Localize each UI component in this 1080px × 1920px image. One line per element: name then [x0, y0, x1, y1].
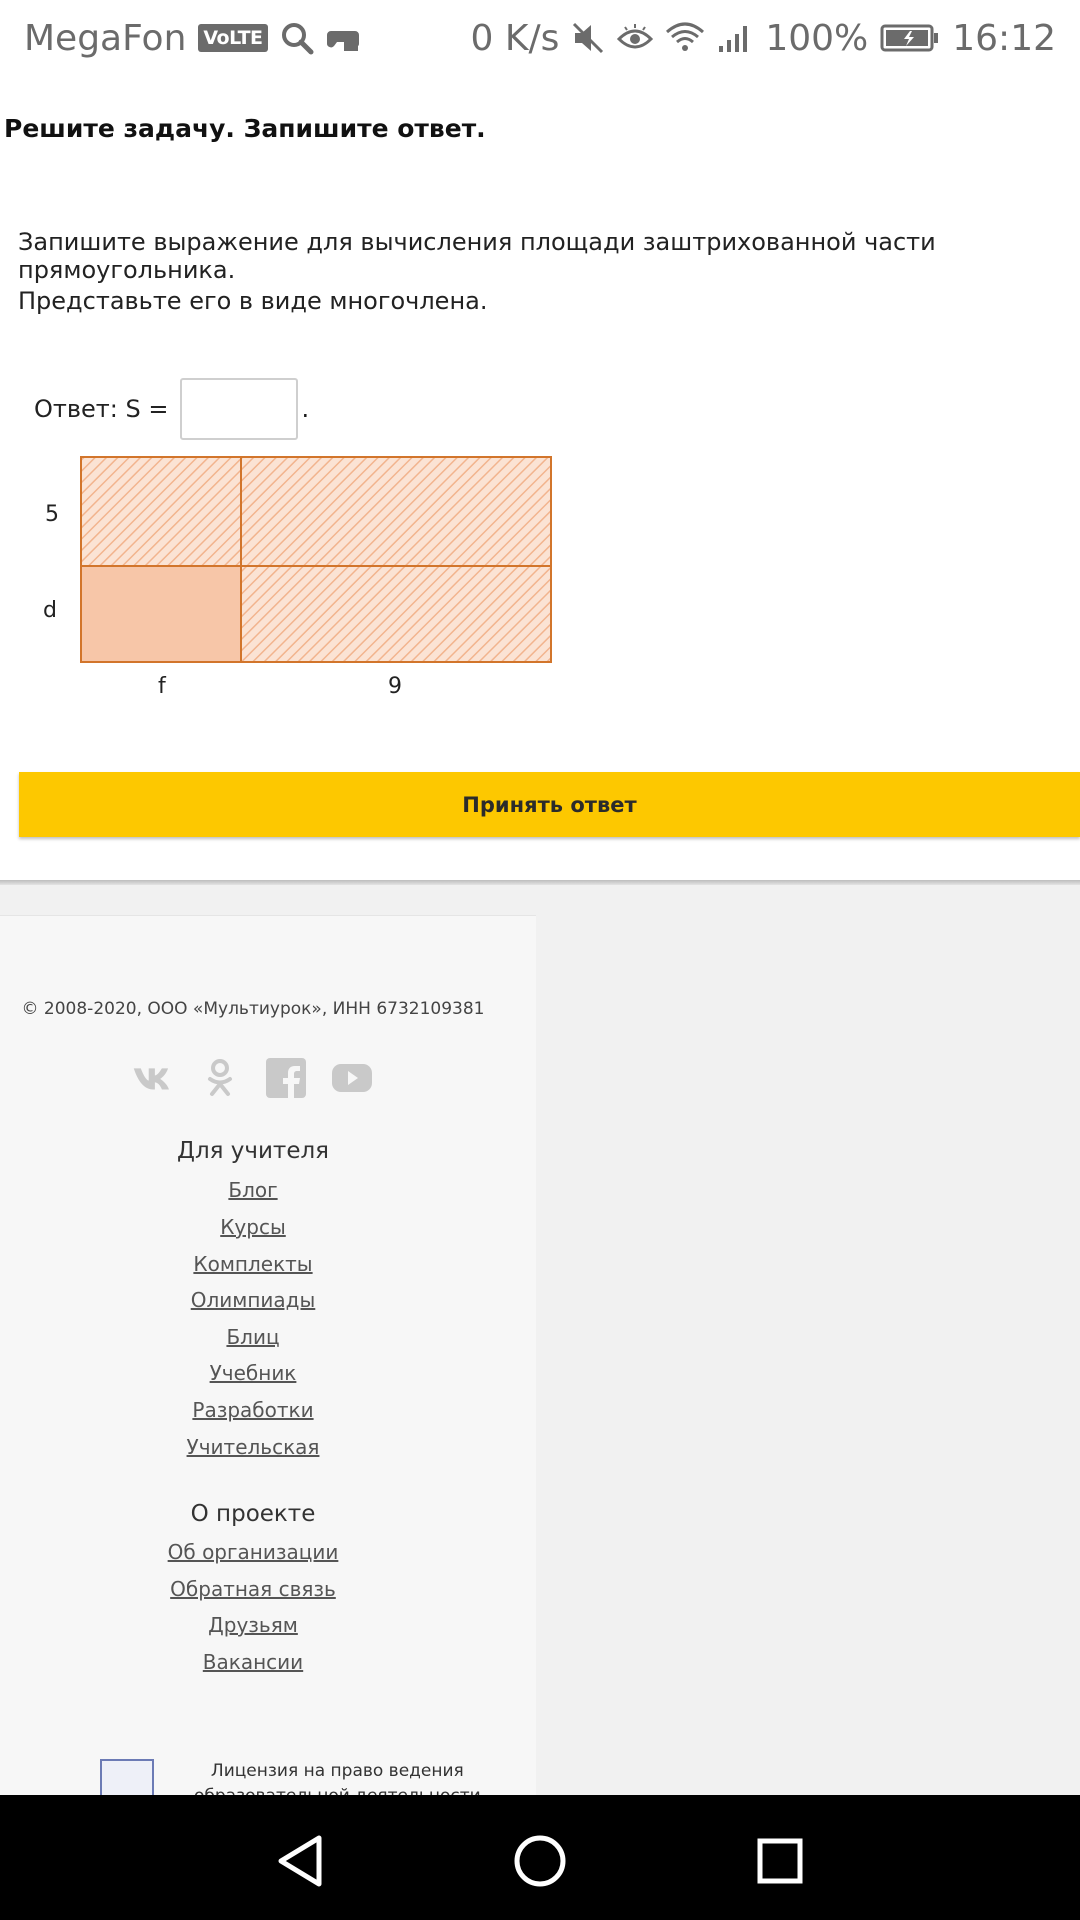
label-height-top: 5	[45, 502, 59, 527]
back-icon[interactable]	[272, 1833, 328, 1889]
clock: 16:12	[952, 17, 1056, 59]
footer-link-feedback[interactable]: Обратная связь	[170, 1577, 336, 1601]
footer-link-kits[interactable]: Комплекты	[193, 1252, 313, 1276]
footer	[0, 915, 536, 1795]
cell-bottom-right	[241, 566, 551, 662]
facebook-icon[interactable]	[264, 1056, 308, 1100]
copyright: © 2008-2020, ООО «Мультиурок», ИНН 6732109381	[21, 999, 485, 1019]
footer-link-friends[interactable]: Друзьям	[208, 1613, 298, 1637]
label-width-right: 9	[388, 674, 402, 699]
teacher-section-title: Для учителя	[176, 1138, 330, 1164]
network-speed: 0 K/s	[470, 17, 560, 59]
odnoklassniki-icon[interactable]	[198, 1056, 242, 1100]
volte-badge: VoLTE	[198, 24, 267, 52]
battery-percent: 100%	[765, 17, 869, 59]
social-links	[0, 1056, 506, 1100]
signal-icon	[717, 22, 753, 54]
footer-link-about[interactable]: Об организации	[167, 1540, 339, 1564]
task-prompt-line-1: Запишите выражение для вычисления площади заштрихованной части прямоугольника.	[18, 228, 936, 284]
submit-answer-button[interactable]: Принять ответ	[19, 772, 1080, 837]
home-icon[interactable]	[512, 1833, 568, 1889]
status-bar	[0, 0, 1080, 76]
answer-input[interactable]	[180, 378, 298, 440]
youtube-icon[interactable]	[330, 1056, 374, 1100]
battery-charging-icon	[880, 23, 940, 53]
footer-link-textbook[interactable]: Учебник	[209, 1361, 297, 1385]
label-height-bottom: d	[43, 598, 57, 623]
carrier-name: MegaFon	[24, 17, 187, 59]
vk-icon[interactable]	[132, 1056, 176, 1100]
wifi-icon	[665, 22, 705, 54]
eye-icon	[617, 23, 653, 53]
footer-link-vacancies[interactable]: Вакансии	[202, 1650, 304, 1674]
footer-link-blitz[interactable]: Блиц	[226, 1325, 280, 1349]
footer-link-teachers-room[interactable]: Учительская	[186, 1435, 320, 1459]
rectangle-figure	[40, 455, 560, 709]
cell-top-left	[81, 457, 241, 566]
project-section-title: О проекте	[190, 1501, 316, 1527]
cell-top-right	[241, 457, 551, 566]
mute-icon	[571, 21, 605, 55]
license-text-line-1: Лицензия на право ведения	[210, 1761, 464, 1781]
label-width-left: f	[158, 674, 166, 699]
search-icon	[280, 21, 314, 55]
footer-link-courses[interactable]: Курсы	[220, 1215, 286, 1239]
footer-link-olympiads[interactable]: Олимпиады	[190, 1288, 316, 1312]
system-nav-bar	[0, 1795, 1080, 1920]
recents-icon[interactable]	[752, 1833, 808, 1889]
footer-link-developments[interactable]: Разработки	[192, 1398, 314, 1422]
footer-link-blog[interactable]: Блог	[228, 1178, 278, 1202]
task-prompt-line-2: Представьте его в виде многочлена.	[18, 287, 488, 315]
answer-row	[34, 378, 309, 440]
answer-period: .	[301, 395, 310, 423]
rectangle-diagram	[40, 455, 560, 705]
task-heading: Решите задачу. Запишите ответ.	[4, 114, 486, 143]
license-certificate-icon	[100, 1759, 154, 1799]
cell-bottom-left	[81, 566, 241, 662]
answer-label: Ответ: S =	[34, 395, 169, 423]
gamepad-icon	[326, 23, 360, 53]
